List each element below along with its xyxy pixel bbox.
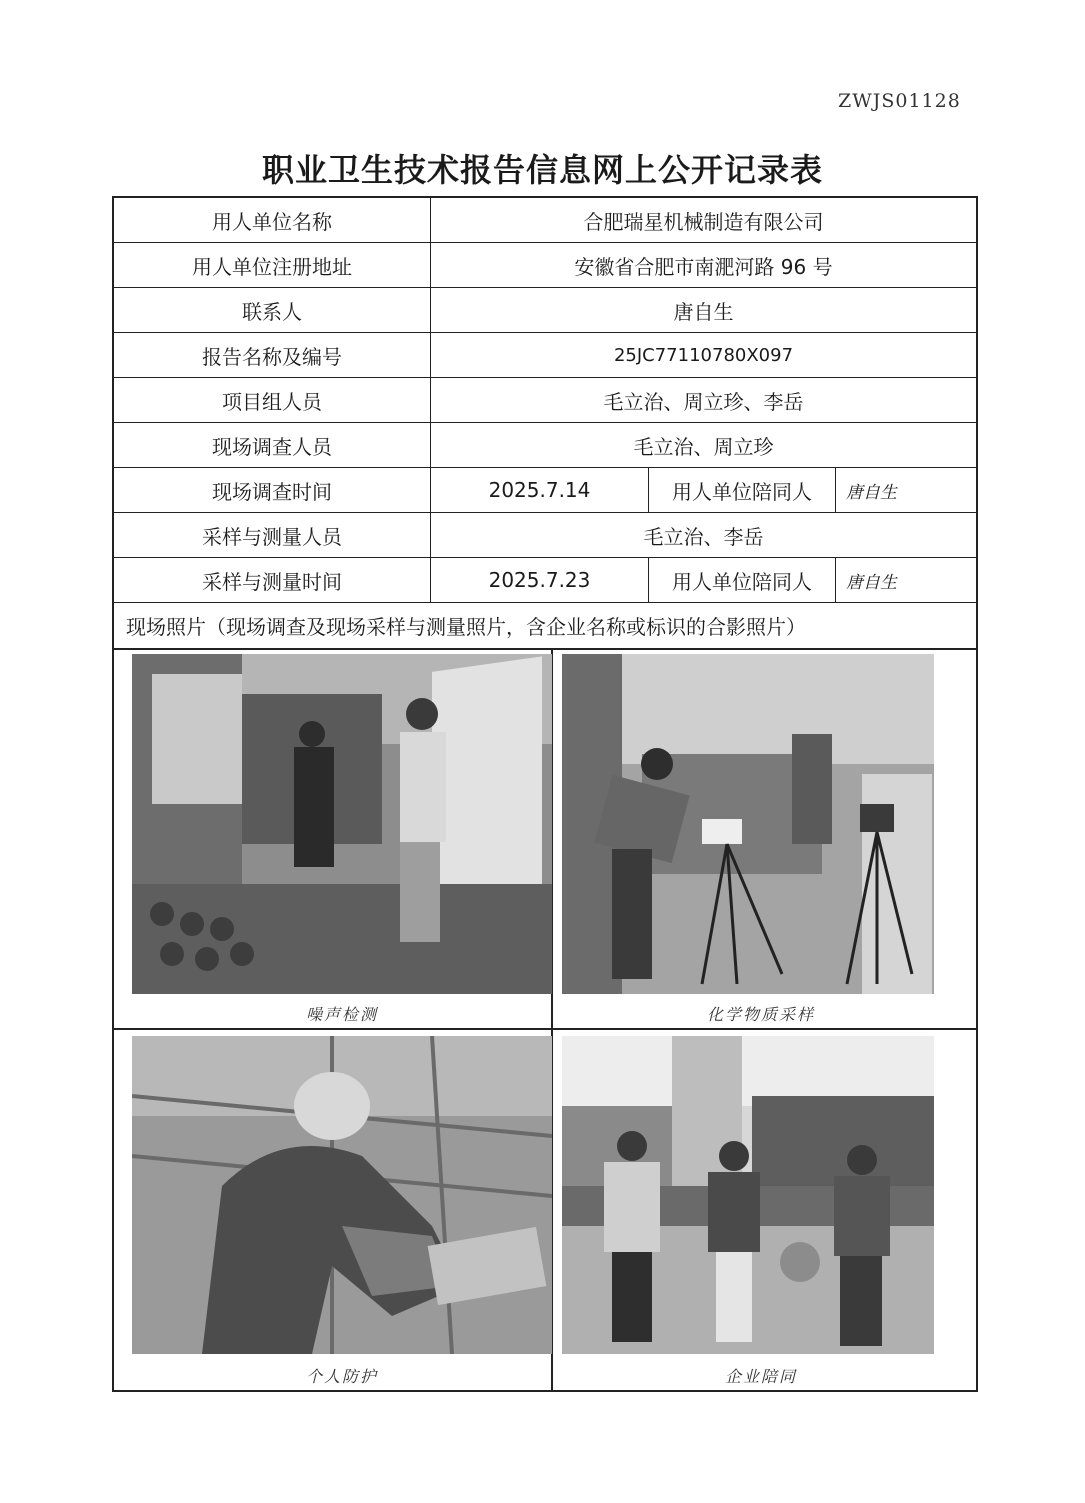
- document-code: ZWJS01128: [838, 90, 961, 112]
- label-project-team: 项目组人员: [114, 378, 431, 422]
- value-sampling-time: 2025.7.23: [431, 558, 649, 602]
- photos-heading-divider: [114, 648, 976, 650]
- label-sampling-staff: 采样与测量人员: [114, 513, 431, 557]
- label-survey-staff: 现场调查人员: [114, 423, 431, 467]
- label-employer-name: 用人单位名称: [114, 198, 431, 242]
- photo-personal-protection: [132, 1036, 552, 1354]
- row-employer-address: [114, 243, 976, 288]
- label-employer-address: 用人单位注册地址: [114, 243, 431, 287]
- value-project-team: 毛立治、周立珍、李岳: [603, 389, 804, 414]
- photo-noise-testing: [132, 654, 552, 994]
- row-project-team: [114, 378, 976, 423]
- row-sampling-time: [114, 558, 976, 603]
- value-survey-time: 2025.7.14: [431, 468, 649, 512]
- value-employer-address: 安徽省合肥市南淝河路 96 号: [574, 254, 833, 279]
- value-sampling-accompany: 唐自生: [846, 572, 897, 593]
- value-survey-staff: 毛立治、周立珍: [633, 434, 774, 459]
- value-report-no: 25JC77110780X097: [613, 344, 794, 366]
- row-report-no: [114, 333, 976, 378]
- label-report-no: 报告名称及编号: [114, 333, 431, 377]
- label-survey-accompany: 用人单位陪同人: [649, 468, 836, 512]
- row-sampling-staff: [114, 513, 976, 558]
- page-title: 职业卫生技术报告信息网上公开记录表: [261, 151, 823, 189]
- value-sampling-staff: 毛立治、李岳: [643, 524, 764, 549]
- caption-personal-protection: 个人防护: [305, 1367, 378, 1386]
- caption-chemical-sampling: 化学物质采样: [706, 1005, 815, 1024]
- caption-company-accompany: 企业陪同: [724, 1367, 797, 1386]
- photo-chemical-sampling: [562, 654, 934, 994]
- caption-noise-testing: 噪声检测: [305, 1005, 378, 1024]
- record-table: [112, 196, 978, 1392]
- photo-grid-horizontal: [114, 1028, 976, 1030]
- row-contact: [114, 288, 976, 333]
- row-survey-time: [114, 468, 976, 513]
- label-sampling-time: 采样与测量时间: [114, 558, 431, 602]
- label-contact: 联系人: [114, 288, 431, 332]
- value-survey-accompany: 唐自生: [846, 482, 897, 503]
- value-contact: 唐自生: [673, 299, 734, 324]
- label-survey-time: 现场调查时间: [114, 468, 431, 512]
- photo-company-accompany: [562, 1036, 934, 1354]
- value-employer-name: 合肥瑞星机械制造有限公司: [583, 209, 824, 234]
- photos-heading: 现场照片（现场调查及现场采样与测量照片，含企业名称或标识的合影照片）: [126, 615, 806, 639]
- row-survey-staff: [114, 423, 976, 468]
- row-employer-name: [114, 198, 976, 243]
- label-sampling-accompany: 用人单位陪同人: [649, 558, 836, 602]
